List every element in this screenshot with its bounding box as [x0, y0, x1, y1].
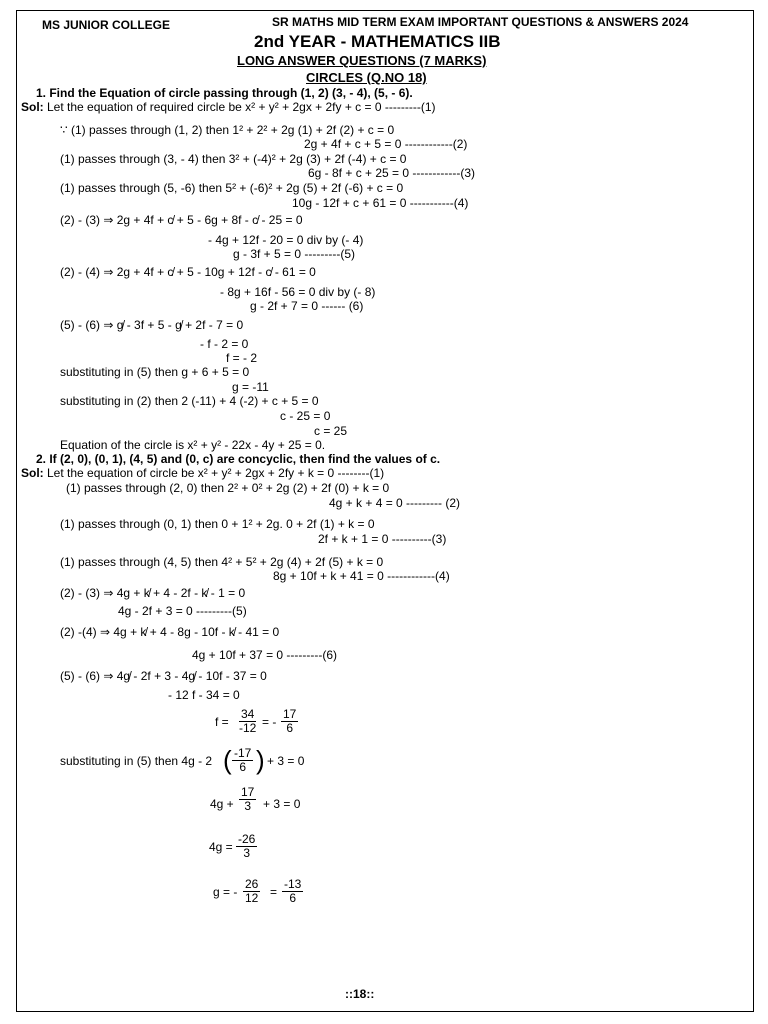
- f-num-2: 17: [283, 707, 297, 721]
- q1-line-12: g - 2f + 7 = 0 ------ (6): [250, 299, 364, 313]
- q1-line-7: (2) - (3) ⇒ 2g + 4f + c̸ + 5 - 6g + 8f - c̸ - 25 = 0: [60, 213, 303, 227]
- left-paren: (: [223, 745, 232, 775]
- q2-sol-line: [21, 466, 384, 480]
- q1-question: 1. Find the Equation of circle passing through (1, 2) (3, - 4), (5, - 6).: [36, 86, 413, 100]
- q2-line-4: 2f + k + 1 = 0 ----------(3): [318, 532, 447, 546]
- f-mid: = -: [262, 715, 277, 729]
- section-title: LONG ANSWER QUESTIONS (7 MARKS): [237, 53, 487, 68]
- g3-fraction-1: [243, 878, 260, 905]
- g3-num-2: -13: [284, 877, 302, 891]
- q1-line-8: - 4g + 12f - 20 = 0 div by (- 4): [208, 233, 364, 247]
- g3-fraction-2: [282, 878, 303, 905]
- f-prefix: f =: [215, 715, 229, 729]
- q1-line-11: - 8g + 16f - 56 = 0 div by (- 8): [220, 285, 376, 299]
- q2-question: 2. If (2, 0), (0, 1), (4, 5) and (0, c) are concyclic, then find the values of c.: [36, 452, 441, 466]
- right-paren: ): [256, 745, 265, 775]
- q2-line-10: 4g + 10f + 37 = 0 ---------(6): [192, 648, 338, 662]
- f-den-1: -12: [239, 721, 257, 735]
- q1-line-19: c - 25 = 0: [280, 409, 331, 423]
- g3-den-2: 6: [289, 891, 297, 905]
- subject-title: 2nd YEAR - MATHEMATICS IIB: [254, 32, 501, 51]
- sub-prefix: substituting in (5) then 4g - 2: [60, 754, 213, 768]
- q1-line-6: 10g - 12f + c + 61 = 0 -----------(4): [292, 196, 469, 210]
- sub-den: 6: [239, 760, 247, 774]
- q1-line-13: (5) - (6) ⇒ g̸ - 3f + 5 - g̸ + 2f - 7 = 0: [60, 318, 244, 332]
- q1-line-21: Equation of the circle is x² + y² - 22x - 4y + 25 = 0.: [60, 438, 326, 452]
- q2-sol-label: Sol:: [21, 466, 44, 480]
- f-fraction-2: [281, 708, 298, 735]
- g3-prefix: g = -: [213, 885, 238, 899]
- g2-prefix: 4g =: [209, 840, 233, 854]
- sub-num: -17: [234, 746, 252, 760]
- page-number: ::18::: [345, 987, 375, 1001]
- g2-fraction: [236, 833, 257, 860]
- q2-line-0: Let the equation of circle be x² + y² + 2gx + 2fy + k = 0 --------(1): [43, 466, 385, 480]
- q1-line-16: substituting in (5) then g + 6 + 5 = 0: [60, 365, 250, 379]
- q1-line-1: ∵ (1) passes through (1, 2) then 1² + 2² + 2g (1) + 2f (2) + c = 0: [60, 123, 395, 137]
- q1-line-10: (2) - (4) ⇒ 2g + 4f + c̸ + 5 - 10g + 12f - c̸ - 61 = 0: [60, 265, 316, 279]
- g1-den: 3: [244, 799, 252, 813]
- g3-den-1: 12: [245, 891, 259, 905]
- q2-line-2: 4g + k + 4 = 0 --------- (2): [329, 496, 461, 510]
- g2-num: -26: [238, 832, 256, 846]
- q1-line-3: (1) passes through (3, - 4) then 3² + (-4)² + 2g (3) + 2f (-4) + c = 0: [60, 152, 407, 166]
- sub-fraction: [232, 747, 253, 774]
- q1-line-5: (1) passes through (5, -6) then 5² + (-6)² + 2g (5) + 2f (-6) + c = 0: [60, 181, 404, 195]
- q2-line-8: 4g - 2f + 3 = 0 ---------(5): [118, 604, 247, 618]
- q2-line-5: (1) passes through (4, 5) then 4² + 5² + 2g (4) + 2f (5) + k = 0: [60, 555, 384, 569]
- g1-fraction: [239, 786, 256, 813]
- g1-num: 17: [241, 785, 255, 799]
- sub-suffix: + 3 = 0: [267, 754, 305, 768]
- exam-title: SR MATHS MID TERM EXAM IMPORTANT QUESTIONS & ANSWERS 2024: [272, 15, 689, 29]
- q2-line-11: (5) - (6) ⇒ 4g̸ - 2f + 3 - 4g̸ - 10f - 37 = 0: [60, 669, 267, 683]
- q1-line-0: Let the equation of required circle be x² + y² + 2gx + 2fy + c = 0 ---------(1): [43, 100, 436, 114]
- q1-line-15: f = - 2: [226, 351, 258, 365]
- q1-line-20: c = 25: [314, 424, 348, 438]
- q2-line-7: (2) - (3) ⇒ 4g + k̸ + 4 - 2f - k̸ - 1 = 0: [60, 586, 246, 600]
- q2-line-12: - 12 f - 34 = 0: [168, 688, 240, 702]
- g3-mid: =: [270, 885, 278, 899]
- f-fraction-1: [237, 708, 258, 735]
- q1-sol-line: [21, 100, 436, 114]
- g1-suffix: + 3 = 0: [263, 797, 301, 811]
- q1-line-4: 6g - 8f + c + 25 = 0 ------------(3): [308, 166, 476, 180]
- q2-line-6: 8g + 10f + k + 41 = 0 ------------(4): [273, 569, 450, 583]
- g3-num-1: 26: [245, 877, 259, 891]
- f-num-1: 34: [240, 707, 255, 721]
- q1-sol-label: Sol:: [21, 100, 44, 114]
- q2-line-9: (2) -(4) ⇒ 4g + k̸ + 4 - 8g - 10f - k̸ - 41 = 0: [60, 625, 280, 639]
- g1-prefix: 4g +: [210, 797, 234, 811]
- g2-den: 3: [243, 846, 251, 860]
- q1-line-14: - f - 2 = 0: [200, 337, 249, 351]
- f-den-2: 6: [286, 721, 294, 735]
- q1-line-18: substituting in (2) then 2 (-11) + 4 (-2) + c + 5 = 0: [60, 394, 319, 408]
- q1-line-9: g - 3f + 5 = 0 ---------(5): [233, 247, 356, 261]
- q2-line-1: (1) passes through (2, 0) then 2² + 0² + 2g (2) + 2f (0) + k = 0: [66, 481, 390, 495]
- topic-title: CIRCLES (Q.NO 18): [306, 70, 427, 85]
- q1-line-2: 2g + 4f + c + 5 = 0 ------------(2): [304, 137, 468, 151]
- q1-line-17: g = -11: [232, 380, 269, 394]
- q2-line-3: (1) passes through (0, 1) then 0 + 1² + 2g. 0 + 2f (1) + k = 0: [60, 517, 375, 531]
- college-name: MS JUNIOR COLLEGE: [42, 18, 171, 32]
